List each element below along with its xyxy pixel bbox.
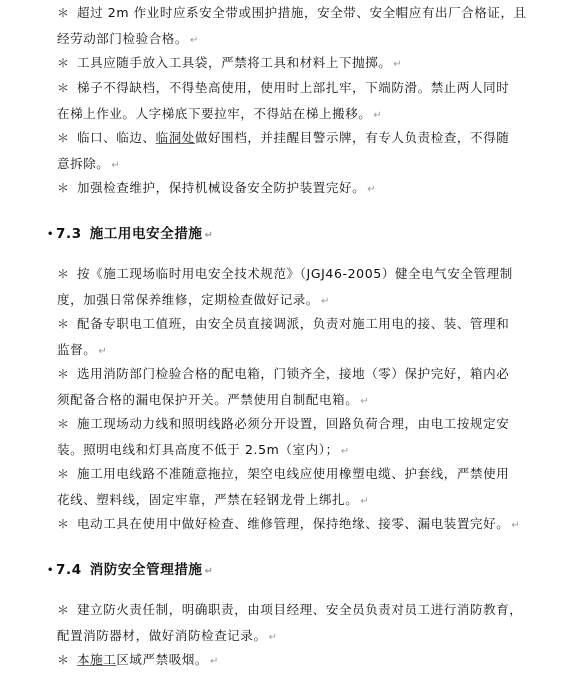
- list-item: [57, 361, 510, 414]
- text-line: [57, 75, 510, 101]
- bullet-icon: ＊: [57, 467, 70, 481]
- item-text: 选用消防部门检验合格的配电箱，门锁齐全，接地（零）保护完好，箱内必: [77, 366, 510, 381]
- bullet-icon: ＊: [57, 367, 70, 381]
- item-text: 花线、塑料线，固定牢靠，严禁在轻钢龙骨上绑扎。: [57, 492, 359, 507]
- bullet-icon: ＊: [57, 653, 70, 667]
- paragraph-mark-icon: ↵: [360, 396, 370, 407]
- item-text: 意拆除。: [57, 156, 110, 171]
- item-text: 建立防火责任制，明确职责，由项目经理、安全员负责对员工进行消防教育，: [77, 602, 523, 617]
- paragraph-mark-icon: ↵: [210, 656, 219, 667]
- item-text: 梯子不得缺档，不得垫高使用，使用时上部扎牢，下端防滑。禁止两人同时: [77, 80, 510, 95]
- list-item: [57, 461, 510, 514]
- item-text: 经劳动部门检验合格。: [57, 31, 189, 46]
- bullet-icon: ＊: [57, 267, 70, 281]
- text-line: [57, 387, 505, 414]
- text-line: [57, 101, 505, 128]
- text-line: [57, 597, 523, 623]
- paragraph-mark-icon: ↵: [190, 35, 199, 46]
- bullet-icon: ＊: [57, 131, 70, 145]
- paragraph-mark-icon: ↵: [360, 496, 370, 507]
- text-line: [57, 337, 505, 364]
- section-heading: [47, 558, 214, 578]
- list-item: [57, 50, 505, 77]
- paragraph-mark-icon: ↵: [340, 446, 350, 457]
- paragraph-mark-icon: ↵: [204, 566, 214, 577]
- text-line: [57, 511, 521, 538]
- item-text: 做好围档，并挂醒目警示牌，有专人负责检查，不得随: [194, 130, 510, 145]
- bullet-icon: ＊: [57, 317, 70, 331]
- heading-marker-icon: •: [47, 564, 54, 576]
- paragraph-mark-icon: ↵: [393, 59, 403, 70]
- paragraph-mark-icon: ↵: [204, 230, 214, 241]
- item-text: 装。照明电线和灯具高度不低于 2.5m（室内）；: [57, 442, 339, 457]
- list-item: [57, 311, 510, 364]
- text-line: [57, 411, 510, 437]
- list-item: [57, 261, 513, 314]
- bullet-icon: ＊: [57, 517, 70, 531]
- list-item: [57, 647, 505, 674]
- bullet-icon: ＊: [57, 6, 70, 20]
- bullet-icon: ＊: [57, 603, 70, 617]
- text-line: [57, 311, 510, 337]
- list-item: [57, 0, 527, 53]
- text-line: [57, 287, 505, 314]
- section-heading: [47, 222, 214, 242]
- text-line: [57, 487, 505, 514]
- heading-number: 7.3: [56, 226, 82, 242]
- bullet-icon: ＊: [57, 56, 70, 70]
- paragraph-mark-icon: ↵: [111, 160, 121, 171]
- item-text: 施工用电线路不准随意拖拉，架空电线应使用橡塑电缆、护套线，严禁使用: [77, 466, 510, 481]
- item-text: 临口、临边、: [77, 130, 156, 145]
- text-line: [57, 125, 510, 151]
- bullet-icon: ＊: [57, 417, 70, 431]
- item-text: 须配备合格的漏电保护开关。严禁使用自制配电箱。: [57, 392, 359, 407]
- text-line: [57, 647, 505, 674]
- text-line: [57, 461, 510, 487]
- paragraph-mark-icon: ↵: [373, 110, 383, 121]
- heading-number: 7.4: [56, 562, 82, 578]
- paragraph-mark-icon: ↵: [511, 520, 521, 531]
- item-text: 电动工具在使用中做好检查、维修管理，保持绝缘、接零、漏电装置完好。: [77, 516, 510, 531]
- underlined-text: 本施工: [77, 652, 117, 667]
- text-line: [57, 437, 505, 464]
- item-text: 超过 2m 作业时应系安全带或围护措施，安全带、安全帽应有出厂合格证，且: [77, 5, 527, 20]
- list-item: [57, 175, 505, 202]
- heading-marker-icon: •: [47, 228, 54, 240]
- text-line: [57, 623, 505, 650]
- item-text: 区域严禁吸烟。: [116, 652, 209, 667]
- heading-title: 消防安全管理措施: [89, 562, 203, 578]
- item-text: 按《施工现场临时用电安全技术规范》（JGJ46-2005）健全电气安全管理制: [77, 266, 513, 281]
- text-line: [57, 50, 505, 77]
- item-text: 工具应随手放入工具袋，严禁将工具和材料上下抛掷。: [77, 55, 392, 70]
- heading-title: 施工用电安全措施: [89, 226, 203, 242]
- list-item: [57, 75, 510, 128]
- item-text: 配置消防器材，做好消防检查记录。: [57, 628, 267, 643]
- text-line: [57, 26, 505, 53]
- item-text: 配备专职电工值班，由安全员直接调派，负责对施工用电的接、装、管理和: [77, 316, 510, 331]
- item-text: 度，加强日常保养维修，定期检查做好记录。: [57, 292, 320, 307]
- list-item: [57, 125, 510, 178]
- paragraph-mark-icon: ↵: [98, 346, 108, 357]
- underlined-text: 临洞处: [155, 130, 195, 145]
- list-item: [57, 597, 523, 650]
- item-text: 加强检查维护，保持机械设备安全防护装置完好。: [77, 180, 366, 195]
- list-item: [57, 411, 510, 464]
- bullet-icon: ＊: [57, 81, 70, 95]
- paragraph-mark-icon: ↵: [367, 184, 377, 195]
- text-line: [57, 0, 527, 26]
- text-line: [57, 361, 510, 387]
- text-line: [57, 175, 505, 202]
- text-line: [57, 151, 505, 178]
- bullet-icon: ＊: [57, 181, 70, 195]
- text-line: [57, 261, 513, 287]
- item-text: 监督。: [57, 342, 97, 357]
- paragraph-mark-icon: ↵: [268, 632, 278, 643]
- item-text: 在梯上作业。人字梯底下要拉牢，不得站在梯上搬移。: [57, 106, 372, 121]
- item-text: 施工现场动力线和照明线路必须分开设置，回路负荷合理，由电工按规定安: [77, 416, 510, 431]
- paragraph-mark-icon: ↵: [321, 296, 330, 307]
- list-item: [57, 511, 521, 538]
